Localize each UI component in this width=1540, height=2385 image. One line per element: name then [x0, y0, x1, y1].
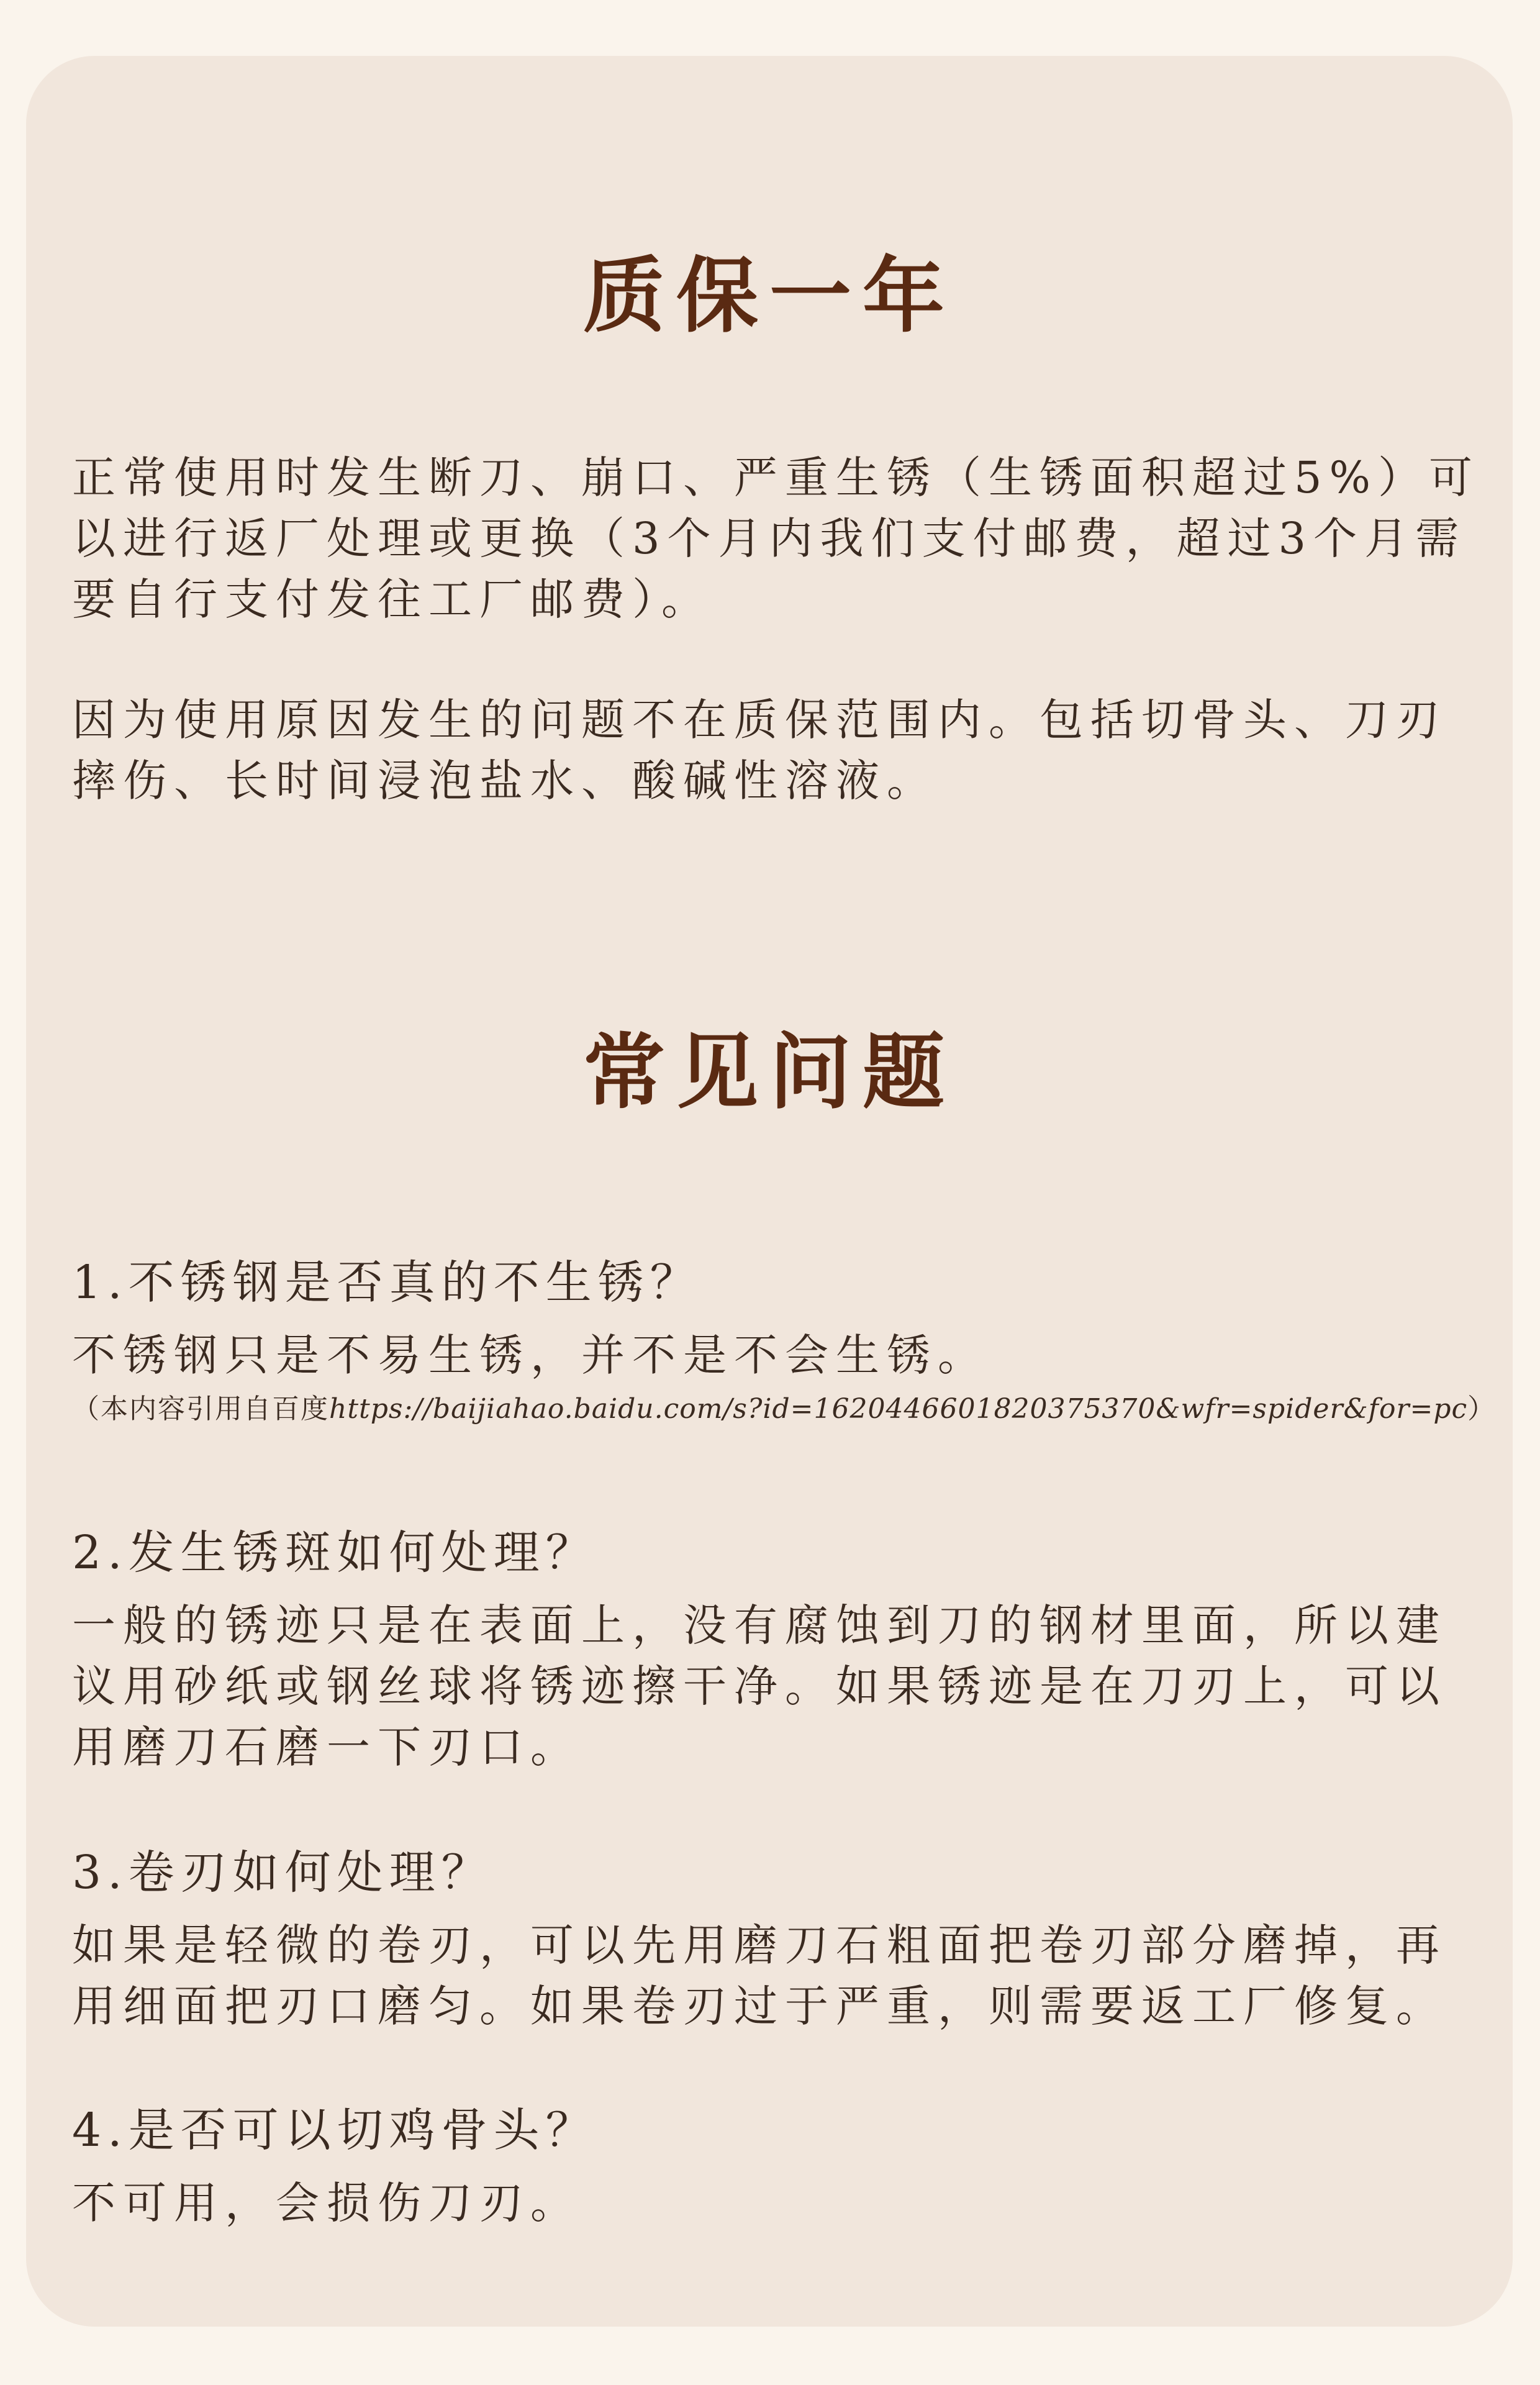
faq-title: 常见问题 — [583, 1024, 956, 1120]
faq-answer: 一般的锈迹只是在表面上，没有腐蚀到刀的钢材里面，所以建议用砂纸或钢丝球将锈迹擦干净。如果锈迹是在刀刃上，可以用磨刀石磨一下刃口。 — [72, 1600, 1447, 1773]
source-url: https://baijiahao.baidu.com/s?id=1620446601820375370&wfr=spider&for=pc — [329, 1393, 1468, 1425]
faq-answer: 如果是轻微的卷刃，可以先用磨刀石粗面把卷刃部分磨掉，再用细面把刃口磨匀。如果卷刃过于严重，则需要返工厂修复。 — [72, 1920, 1447, 2032]
faq-answer: 不锈钢只是不易生锈，并不是不会生锈。 — [72, 1330, 989, 1381]
faq-item — [72, 2099, 1482, 2233]
source-note — [72, 1391, 1497, 1428]
content-card — [26, 56, 1513, 2327]
faq-question: 3.卷刃如何处理？ — [72, 1846, 494, 1899]
warranty-paragraph-2: 因为使用原因发生的问题不在质保范围内。包括切骨头、刀刃摔伤、长时间浸泡盐水、酸碱性溶液。 — [72, 694, 1447, 806]
faq-question: 1.不锈钢是否真的不生锈？ — [72, 1256, 702, 1309]
faq-item — [72, 1842, 1482, 2037]
warranty-title: 质保一年 — [583, 248, 956, 344]
source-note-prefix: （本内容引用自百度 — [72, 1393, 329, 1425]
faq-item — [72, 1252, 1497, 1428]
warranty-paragraph-1: 正常使用时发生断刀、崩口、严重生锈（生锈面积超过5%）可以进行返厂处理或更换（3个月内我们支付邮费，超过3个月需要自行支付发往工厂邮费）。 — [72, 452, 1480, 625]
faq-answer: 不可用，会损伤刀刃。 — [72, 2178, 581, 2228]
faq-question: 4.是否可以切鸡骨头？ — [72, 2104, 598, 2157]
faq-question: 2.发生锈斑如何处理？ — [72, 1526, 598, 1579]
source-note-suffix: ） — [1467, 1393, 1497, 1425]
faq-item — [72, 1522, 1482, 1778]
